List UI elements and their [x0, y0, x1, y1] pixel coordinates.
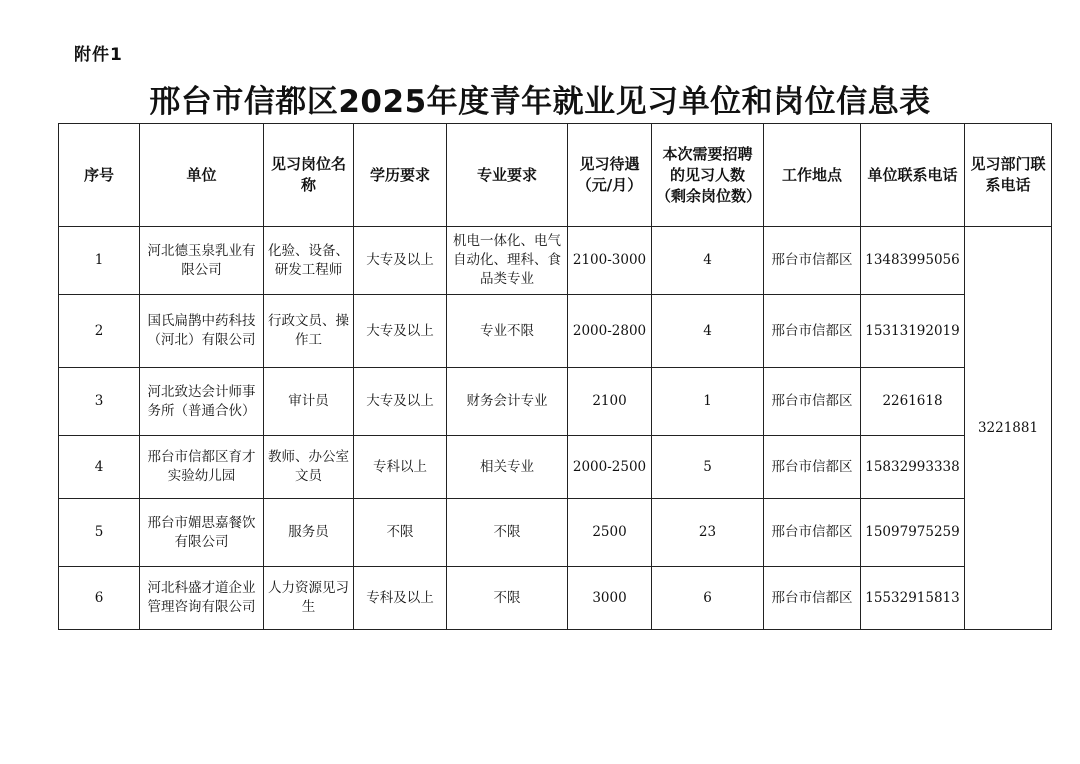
cell-education: 专科以上 [354, 436, 447, 499]
cell-education: 不限 [354, 499, 447, 567]
cell-salary: 3000 [568, 567, 652, 630]
cell-major: 相关专业 [447, 436, 568, 499]
header-index: 序号 [59, 124, 140, 227]
cell-education: 大专及以上 [354, 227, 447, 295]
cell-education: 大专及以上 [354, 295, 447, 368]
header-education: 学历要求 [354, 124, 447, 227]
cell-position: 化验、设备、研发工程师 [264, 227, 354, 295]
cell-education: 专科及以上 [354, 567, 447, 630]
cell-unit-phone: 13483995056 [861, 227, 965, 295]
cell-unit: 邢台市信都区育才实验幼儿园 [140, 436, 264, 499]
cell-location: 邢台市信都区 [764, 567, 861, 630]
cell-unit: 河北科盛才道企业管理咨询有限公司 [140, 567, 264, 630]
cell-index: 6 [59, 567, 140, 630]
table-row [59, 368, 1052, 436]
cell-unit-phone: 15532915813 [861, 567, 965, 630]
cell-salary: 2100 [568, 368, 652, 436]
cell-position: 教师、办公室文员 [264, 436, 354, 499]
cell-index: 3 [59, 368, 140, 436]
table-row [59, 436, 1052, 499]
cell-location: 邢台市信都区 [764, 368, 861, 436]
cell-position: 服务员 [264, 499, 354, 567]
cell-location: 邢台市信都区 [764, 436, 861, 499]
cell-index: 2 [59, 295, 140, 368]
cell-unit-phone: 15313192019 [861, 295, 965, 368]
cell-major: 不限 [447, 499, 568, 567]
header-dept-phone: 见习部门联系电话 [965, 124, 1052, 227]
cell-openings: 1 [652, 368, 764, 436]
cell-unit-phone: 15097975259 [861, 499, 965, 567]
cell-openings: 4 [652, 227, 764, 295]
header-location: 工作地点 [764, 124, 861, 227]
cell-salary: 2000-2500 [568, 436, 652, 499]
table-row [59, 295, 1052, 368]
table-row [59, 499, 1052, 567]
cell-salary: 2000-2800 [568, 295, 652, 368]
cell-dept-phone: 3221881 [965, 227, 1052, 630]
header-position: 见习岗位名称 [264, 124, 354, 227]
cell-major: 不限 [447, 567, 568, 630]
cell-unit-phone: 2261618 [861, 368, 965, 436]
cell-location: 邢台市信都区 [764, 227, 861, 295]
page-title: 邢台市信都区2025年度青年就业见习单位和岗位信息表 [149, 84, 931, 120]
cell-major: 机电一体化、电气自动化、理科、食品类专业 [447, 227, 568, 295]
cell-openings: 23 [652, 499, 764, 567]
cell-index: 1 [59, 227, 140, 295]
cell-openings: 4 [652, 295, 764, 368]
cell-unit: 河北德玉泉乳业有限公司 [140, 227, 264, 295]
cell-openings: 5 [652, 436, 764, 499]
header-row [59, 124, 1052, 227]
cell-unit: 邢台市媚思嘉餐饮有限公司 [140, 499, 264, 567]
cell-salary: 2100-3000 [568, 227, 652, 295]
cell-major: 财务会计专业 [447, 368, 568, 436]
header-major: 专业要求 [447, 124, 568, 227]
cell-unit: 河北致达会计师事务所（普通合伙） [140, 368, 264, 436]
header-salary: 见习待遇（元/月） [568, 124, 652, 227]
cell-position: 审计员 [264, 368, 354, 436]
cell-location: 邢台市信都区 [764, 295, 861, 368]
cell-education: 大专及以上 [354, 368, 447, 436]
cell-openings: 6 [652, 567, 764, 630]
cell-position: 行政文员、操作工 [264, 295, 354, 368]
header-unit: 单位 [140, 124, 264, 227]
positions-table [58, 123, 1052, 630]
cell-position: 人力资源见习生 [264, 567, 354, 630]
attachment-label: 附件1 [74, 45, 123, 65]
cell-index: 5 [59, 499, 140, 567]
cell-location: 邢台市信都区 [764, 499, 861, 567]
cell-index: 4 [59, 436, 140, 499]
header-openings: 本次需要招聘的见习人数（剩余岗位数） [652, 124, 764, 227]
cell-major: 专业不限 [447, 295, 568, 368]
cell-unit: 国氏扁鹊中药科技（河北）有限公司 [140, 295, 264, 368]
table-row [59, 227, 1052, 295]
cell-unit-phone: 15832993338 [861, 436, 965, 499]
table-row [59, 567, 1052, 630]
header-unit-phone: 单位联系电话 [861, 124, 965, 227]
cell-salary: 2500 [568, 499, 652, 567]
